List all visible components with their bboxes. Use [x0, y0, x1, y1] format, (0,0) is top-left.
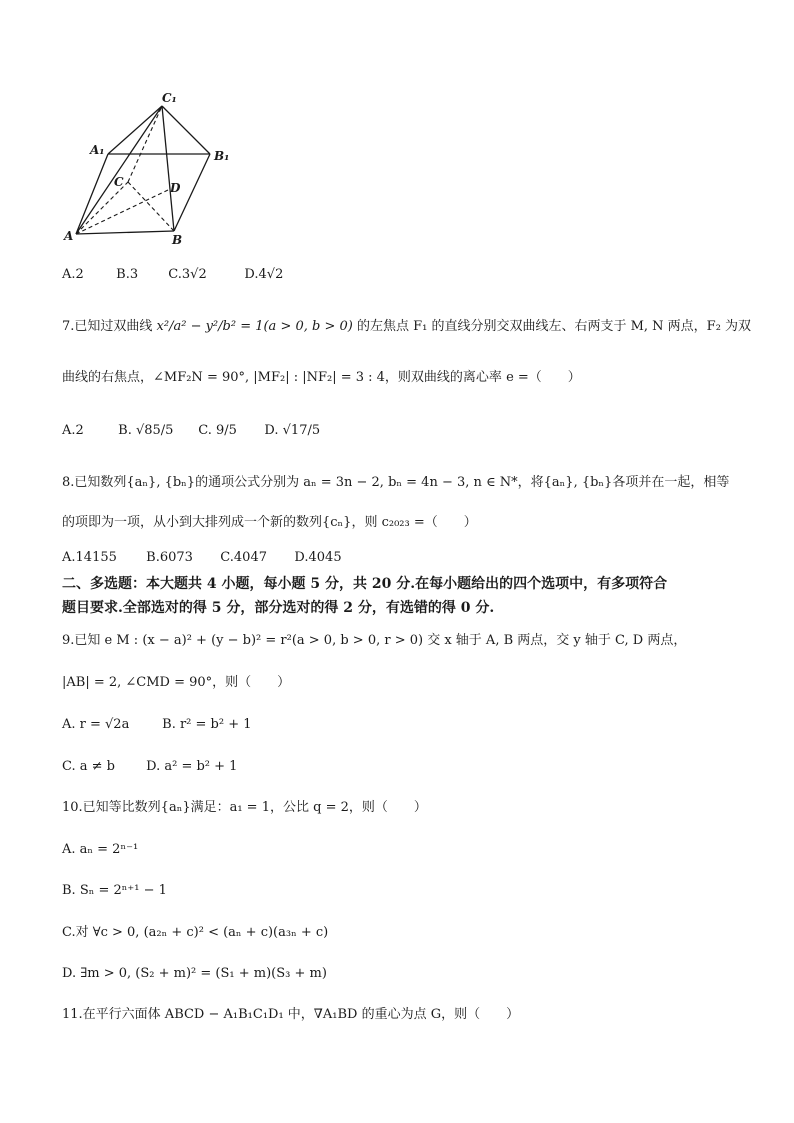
- q9-option-d: D. a² = b² + 1: [146, 759, 238, 774]
- q7-hyperbola-formula: x²/a² − y²/b² = 1(a > 0, b > 0): [156, 319, 353, 334]
- q10-option-c: C.对 ∀c > 0, (a₂ₙ + c)² < (aₙ + c)(a₃ₙ + c): [62, 925, 329, 940]
- q7-option-a: A.2: [62, 423, 84, 438]
- q7-option-b: B. √85/5: [118, 423, 174, 438]
- q8-option-a: A.14155: [62, 550, 117, 565]
- q9-option-b: B. r² = b² + 1: [162, 717, 252, 732]
- q8-option-b: B.6073: [146, 550, 193, 565]
- q11-line1: 11.在平行六面体 ABCD − A₁B₁C₁D₁ 中，∇A₁BD 的重心为点 G，则（ ）: [62, 1007, 520, 1022]
- label-B1: B₁: [214, 149, 230, 163]
- q10-option-d: D. ∃m > 0, (S₂ + m)² = (S₁ + m)(S₃ + m): [62, 966, 327, 981]
- q8-option-c: C.4047: [220, 550, 267, 565]
- q6-options: [62, 266, 283, 284]
- edge-A-C: [76, 182, 128, 234]
- edge-B-C1: [162, 106, 174, 231]
- q7-options: [62, 422, 320, 440]
- q8-options: [62, 549, 342, 567]
- q7-option-c: C. 9/5: [198, 423, 237, 438]
- q9-line1: 9.已知 e M : (x − a)² + (y − b)² = r²(a > 0, b > 0, r > 0) 交 x 轴于 A, B 两点，交 y 轴于 C, D 两点，: [62, 633, 687, 648]
- q9-line2: |AB| = 2, ∠CMD = 90°，则（ ）: [62, 675, 291, 690]
- q7-suffix: 的左焦点 F₁ 的直线分别交双曲线左、右两支于 M, N 两点，F₂ 为双: [356, 319, 752, 334]
- q9-options-ab: [62, 716, 252, 734]
- edge-A-B: [76, 231, 174, 234]
- q8-line2: 的项即为一项，从小到大排列成一个新的数列{cₙ}，则 c₂₀₂₃ =（ ）: [62, 515, 477, 530]
- q10-option-a: A. aₙ = 2ⁿ⁻¹: [62, 842, 139, 857]
- edge-C-B: [128, 182, 174, 231]
- q6-option-c: C.3√2: [168, 267, 207, 282]
- q7-line1: [62, 318, 751, 336]
- q6-option-d: D.4√2: [244, 267, 284, 282]
- edge-A-D: [76, 190, 168, 234]
- prism-figure: [62, 90, 262, 250]
- section2-heading-line2: 题目要求.全部选对的得 5 分，部分选对的得 2 分，有选错的得 0 分.: [62, 600, 495, 616]
- q6-option-a: A.2: [62, 267, 84, 282]
- edge-A-C1: [76, 106, 162, 234]
- q8-option-d: D.4045: [294, 550, 342, 565]
- section2-heading-line1: 二、多选题：本大题共 4 小题，每小题 5 分，共 20 分.在每小题给出的四个选项中，有多项符合: [62, 576, 668, 592]
- label-B: B: [172, 233, 183, 247]
- label-C: C: [114, 175, 124, 189]
- label-D: D: [170, 181, 181, 195]
- q7-option-d: D. √17/5: [264, 423, 321, 438]
- q10-line1: 10.已知等比数列{aₙ}满足：a₁ = 1，公比 q = 2，则（ ）: [62, 800, 427, 815]
- q9-options-cd: [62, 758, 237, 776]
- edge-C-C1: [128, 106, 162, 182]
- q6-option-b: B.3: [116, 267, 139, 282]
- label-A1: A₁: [90, 143, 105, 157]
- q9-option-c: C. a ≠ b: [62, 759, 115, 774]
- label-C1: C₁: [162, 91, 177, 105]
- edge-C1-B1: [162, 106, 210, 154]
- q8-line1: 8.已知数列{aₙ}, {bₙ}的通项公式分别为 aₙ = 3n − 2, bₙ = 4n − 3, n ∈ N*，将{aₙ}, {bₙ}各项并在一起，相等: [62, 475, 730, 490]
- q7-prefix: 7.已知过双曲线: [62, 319, 153, 334]
- q7-line2: 曲线的右焦点，∠MF₂N = 90°, |MF₂| : |NF₂| = 3 : 4，则双曲线的离心率 e =（ ）: [62, 370, 581, 385]
- q9-option-a: A. r = √2a: [62, 717, 130, 732]
- q10-option-b: B. Sₙ = 2ⁿ⁺¹ − 1: [62, 883, 167, 898]
- label-A: A: [64, 229, 74, 243]
